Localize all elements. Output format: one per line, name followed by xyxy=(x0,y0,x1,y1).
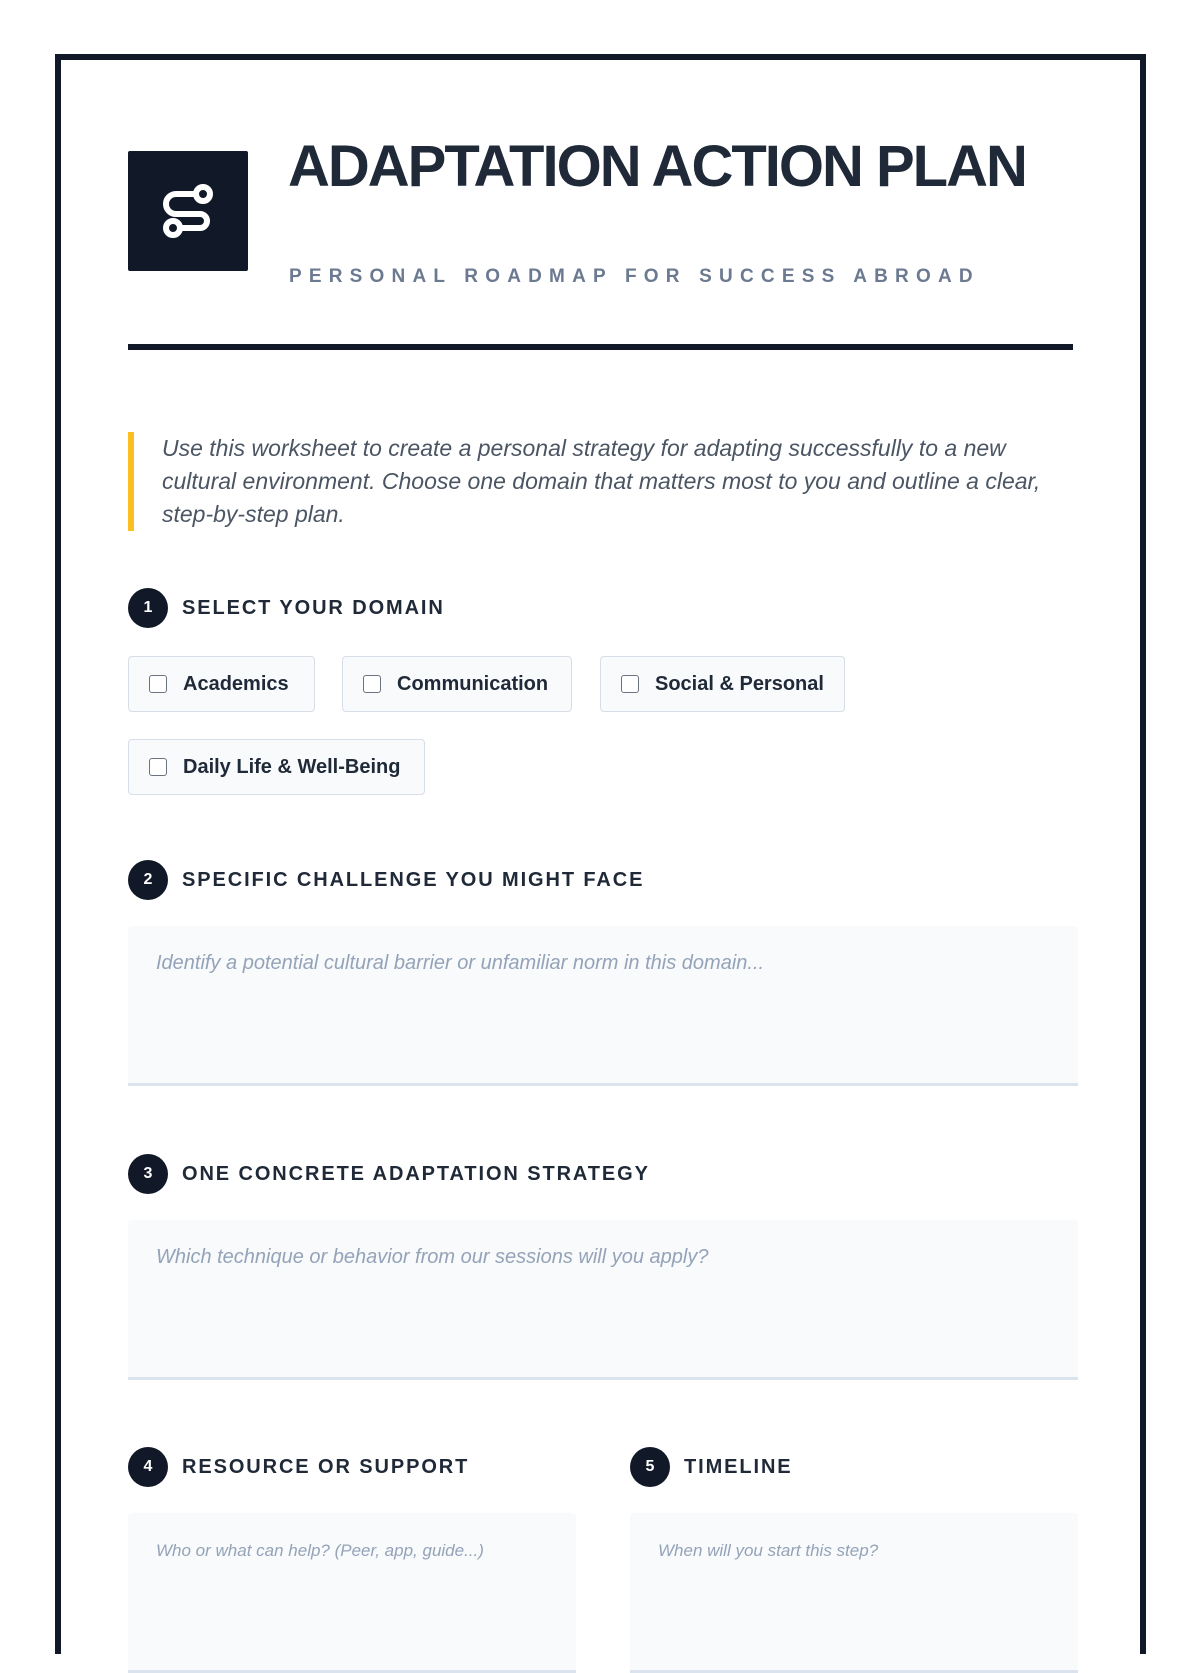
step-number-badge: 4 xyxy=(128,1447,168,1487)
section-title: ONE CONCRETE ADAPTATION STRATEGY xyxy=(182,1162,650,1185)
domain-option-communication[interactable] xyxy=(342,656,572,712)
resource-field[interactable] xyxy=(128,1513,576,1673)
section-4-heading xyxy=(128,1447,469,1487)
step-number-badge: 3 xyxy=(128,1154,168,1194)
challenge-field[interactable] xyxy=(128,926,1078,1086)
page-subtitle: PERSONAL ROADMAP FOR SUCCESS ABROAD xyxy=(289,266,980,287)
section-title: SELECT YOUR DOMAIN xyxy=(182,596,445,619)
domain-option-social-personal[interactable] xyxy=(600,656,845,712)
worksheet-page xyxy=(55,54,1146,1654)
checkbox[interactable] xyxy=(621,675,639,693)
section-2-heading xyxy=(128,860,644,900)
section-1-heading xyxy=(128,588,445,628)
step-number-badge: 2 xyxy=(128,860,168,900)
step-number-badge: 1 xyxy=(128,588,168,628)
header-divider xyxy=(128,344,1073,350)
timeline-field[interactable] xyxy=(630,1513,1078,1673)
strategy-field[interactable] xyxy=(128,1220,1078,1380)
checkbox[interactable] xyxy=(149,675,167,693)
option-label: Social & Personal xyxy=(655,672,824,695)
checkbox[interactable] xyxy=(363,675,381,693)
section-5-heading xyxy=(630,1447,793,1487)
option-label: Daily Life & Well-Being xyxy=(183,755,401,778)
section-title: SPECIFIC CHALLENGE YOU MIGHT FACE xyxy=(182,868,645,891)
section-title: RESOURCE OR SUPPORT xyxy=(182,1455,470,1478)
domain-option-academics[interactable] xyxy=(128,656,315,712)
option-label: Academics xyxy=(183,672,289,695)
route-icon xyxy=(128,151,248,271)
page-title: ADAPTATION ACTION PLAN xyxy=(288,134,1026,199)
section-title: TIMELINE xyxy=(684,1455,793,1478)
domain-option-daily-life[interactable] xyxy=(128,739,425,795)
section-3-heading xyxy=(128,1154,650,1194)
intro-callout: Use this worksheet to create a personal strategy for adapting successfully to a new cultural environment. Choose one domain that matters most to you and outline a clear, step-by-step plan. xyxy=(128,432,1062,531)
checkbox[interactable] xyxy=(149,758,167,776)
option-label: Communication xyxy=(397,672,549,695)
step-number-badge: 5 xyxy=(630,1447,670,1487)
